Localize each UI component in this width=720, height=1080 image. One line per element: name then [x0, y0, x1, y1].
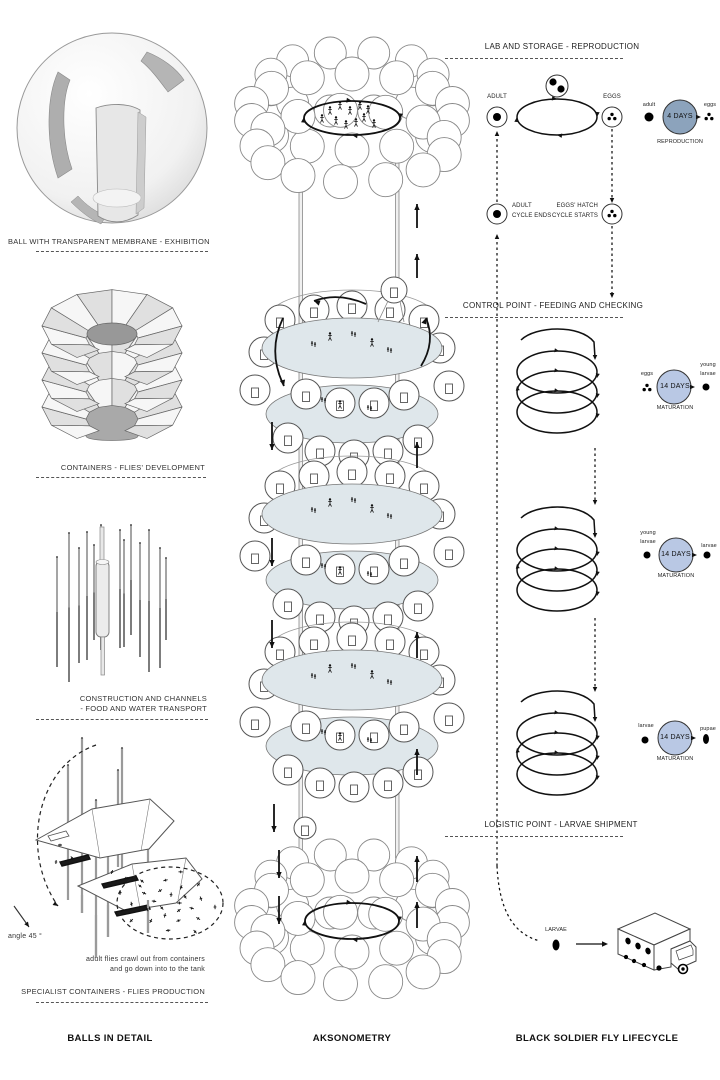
- mating-flies-icon: [546, 75, 568, 97]
- dot-icon: [549, 78, 556, 85]
- container-ball-icon: [337, 623, 367, 653]
- container-ball-icon: [294, 817, 316, 839]
- adult-cycle-ends-node: [487, 204, 507, 224]
- spiral-containers-render: [42, 290, 182, 441]
- cycle-end-label-1: ADULT: [512, 203, 532, 209]
- reproduction-duration: 4 DAYS: [667, 113, 693, 120]
- wheel-icon: [642, 963, 646, 967]
- dot-icon: [645, 384, 648, 387]
- central-cylinder: [96, 561, 109, 637]
- dashed-separator: [36, 477, 206, 478]
- section-label-specialist: SPECIALIST CONTAINERS - FLIES PRODUCTION: [21, 987, 205, 996]
- container-ball-icon: [403, 757, 433, 787]
- torus-ball: [290, 931, 324, 965]
- torus-ball: [251, 146, 285, 180]
- bottom-torus: [235, 839, 470, 1001]
- fly-mark: [176, 908, 181, 913]
- eggs-hatch-node: [602, 204, 622, 224]
- container-ball-icon: [240, 541, 270, 571]
- dot-icon: [608, 117, 611, 120]
- larvae-oval-icon: [553, 940, 560, 951]
- helix-section: [240, 290, 464, 802]
- balls-in-detail-drawings: [14, 33, 223, 958]
- adult-dot-icon: [645, 113, 654, 122]
- column-title-aksonometry: AKSONOMETRY: [312, 1033, 392, 1044]
- torus-ball: [369, 163, 403, 197]
- adult-dot-icon: [493, 210, 501, 218]
- header-lab-storage: LAB AND STORAGE - REPRODUCTION: [484, 42, 640, 51]
- dashed-separator: [36, 251, 208, 252]
- header-logistic-point: LOGISTIC POINT - LARVAE SHIPMENT: [484, 820, 638, 829]
- container-ball-icon: [337, 457, 367, 487]
- section-label-construction-1: CONSTRUCTION AND CHANNELS: [79, 694, 207, 703]
- cycle-ellipse: [517, 99, 597, 135]
- dot-icon: [648, 388, 651, 391]
- torus-ball: [281, 99, 315, 133]
- torus-ball: [406, 955, 440, 989]
- dot-icon: [613, 117, 616, 120]
- cycle-start-label-1: EGGS' HATCH: [556, 203, 598, 209]
- larvae-dot-icon: [642, 737, 649, 744]
- spiral-loop: [517, 753, 597, 795]
- wheel-icon: [632, 959, 636, 963]
- spiral-entry: [521, 507, 595, 536]
- maturation-duration: 14 DAYS: [661, 551, 691, 558]
- container-ball-icon: [403, 425, 433, 455]
- torus-ball: [406, 153, 440, 187]
- torus-ball: [281, 159, 315, 193]
- arrowhead: [269, 560, 274, 566]
- spiral-loop: [517, 713, 597, 755]
- container-ball-icon: [434, 703, 464, 733]
- arrowhead: [414, 254, 419, 260]
- ball-tower-axonometry: [235, 37, 470, 1001]
- maturation-cycle: [515, 691, 709, 795]
- dot-icon: [710, 117, 713, 120]
- feed-slot: [60, 855, 90, 866]
- container-ball-icon: [240, 375, 270, 405]
- torus-ball: [324, 93, 358, 127]
- maturation-cycle: [515, 507, 710, 611]
- spiral-loop: [517, 529, 597, 571]
- caption-line-1: adult flies crawl out from containers: [86, 956, 205, 963]
- spiral-loop: [517, 351, 597, 393]
- arrowhead: [602, 941, 608, 946]
- pupae-oval-icon: [703, 734, 709, 744]
- fly-mark: [176, 918, 181, 922]
- wheel-icon: [624, 955, 628, 959]
- maturation-cycle: [515, 329, 709, 433]
- arrowhead: [495, 131, 500, 136]
- torus-ball: [324, 165, 358, 199]
- maturation-duration: 14 DAYS: [660, 734, 690, 741]
- summary-output-label: eggs: [703, 102, 717, 108]
- adult-node-label: ADULT: [487, 94, 507, 100]
- section-label-construction-2: - FOOD AND WATER TRANSPORT: [80, 704, 207, 713]
- arrowhead: [593, 717, 598, 722]
- column-title-balls-in-detail: BALLS IN DETAIL: [67, 1033, 153, 1044]
- fly-mark: [166, 929, 171, 932]
- dot-icon: [610, 210, 613, 213]
- spiral-entry: [521, 691, 595, 720]
- platform-cluster: [240, 456, 464, 636]
- angle-note: angle 45 °: [8, 933, 43, 940]
- torus-ball: [290, 129, 324, 163]
- eggs-cluster-icon: [705, 113, 714, 121]
- arrowhead: [593, 687, 598, 692]
- fly-mark: [55, 860, 58, 864]
- container-ball-icon: [373, 768, 403, 798]
- fly-mark: [193, 929, 198, 934]
- dot-icon: [643, 388, 646, 391]
- torus-ball: [335, 935, 369, 969]
- container-ball-icon: [291, 711, 321, 741]
- container-ball-icon: [359, 388, 389, 418]
- torus-ball: [251, 948, 285, 982]
- upper-plate: [36, 799, 174, 858]
- maturation-duration: 14 DAYS: [660, 383, 690, 390]
- eggs-node-label: EGGS: [603, 94, 621, 100]
- spiral-loop: [517, 569, 597, 611]
- dashed-curve: [497, 866, 540, 941]
- maturation-input-1: young: [640, 530, 656, 536]
- spiral-entry: [521, 329, 595, 358]
- torus-ball: [281, 901, 315, 935]
- dashed-separator: [36, 719, 208, 720]
- container-ball-icon: [337, 291, 367, 321]
- dashed-separator: [445, 317, 623, 318]
- maturation-output-1: young: [700, 362, 716, 368]
- torus-ball: [380, 129, 414, 163]
- container-ball-icon: [434, 537, 464, 567]
- maturation-output-2: larvae: [700, 371, 716, 377]
- arrowhead: [595, 112, 600, 117]
- container-ball-icon: [291, 379, 321, 409]
- spiral-loop: [517, 549, 597, 591]
- torus-ball: [380, 61, 414, 95]
- container-ball-icon: [339, 772, 369, 802]
- torus-ball: [380, 863, 414, 897]
- fly-mark: [149, 918, 154, 923]
- lifecycle-diagram: [487, 75, 714, 974]
- arrowhead: [610, 198, 615, 203]
- torus-ball: [369, 965, 403, 999]
- fly-mark: [189, 906, 194, 910]
- container-ball-icon: [389, 712, 419, 742]
- platform: [262, 650, 442, 710]
- dashed-separator: [445, 836, 623, 837]
- sphere-render: [17, 33, 207, 224]
- maturation-stage-label: MATURATION: [656, 405, 694, 411]
- top-torus: [235, 37, 470, 199]
- container-ball-icon: [434, 371, 464, 401]
- dot-icon: [610, 113, 613, 116]
- torus-ball: [290, 61, 324, 95]
- spiral-loop: [517, 371, 597, 413]
- spiral-loop: [517, 733, 597, 775]
- dot-icon: [705, 117, 708, 120]
- box-truck-icon: [618, 913, 696, 974]
- container-ball-icon: [389, 546, 419, 576]
- spiral-loop: [517, 391, 597, 433]
- fly-mark: [213, 905, 216, 910]
- dot-icon: [608, 214, 611, 217]
- maturation-output-1: pupae: [700, 726, 716, 732]
- torus-ball: [335, 133, 369, 167]
- adult-node: [487, 107, 507, 127]
- cycle-end-label-2: CYCLE ENDS: [512, 213, 552, 219]
- caption-line-2: and go down into to the tank: [110, 966, 205, 973]
- larvae-shipment: [553, 913, 697, 974]
- larvae-dot-icon: [703, 384, 710, 391]
- fly-mark: [199, 896, 203, 901]
- arrowhead: [610, 293, 615, 298]
- eggs-node: [602, 107, 622, 127]
- torus-ball: [281, 961, 315, 995]
- container-ball-icon: [273, 755, 303, 785]
- maturation-input-2: larvae: [640, 539, 656, 545]
- torus-ball: [324, 967, 358, 1001]
- dashed-separator: [36, 1002, 208, 1003]
- section-label-containers: CONTAINERS - FLIES' DEVELOPMENT: [60, 463, 205, 472]
- eggs-cluster-icon: [643, 384, 652, 392]
- header-control-point: CONTROL POINT - FEEDING AND CHECKING: [462, 301, 644, 310]
- arrowhead: [593, 355, 598, 360]
- dot-icon: [681, 967, 684, 970]
- torus-ball: [290, 863, 324, 897]
- column-title-lifecycle: BLACK SOLDIER FLY LIFECYCLE: [515, 1033, 679, 1044]
- reproduction-stage-label: REPRODUCTION: [657, 139, 703, 145]
- platform-cluster: [240, 290, 464, 470]
- fly-mark: [163, 913, 167, 918]
- arrowhead: [414, 204, 419, 210]
- larvae-dot-icon: [704, 552, 711, 559]
- maturation-stage-label: MATURATION: [657, 573, 695, 579]
- arrowhead: [495, 234, 500, 239]
- specialist-containers-drawing: [14, 737, 223, 958]
- platform-cluster: [240, 622, 464, 802]
- fly-mark: [129, 918, 134, 923]
- section-label-ball-membrane: BALL WITH TRANSPARENT MEMBRANE - EXHIBITION: [8, 237, 210, 246]
- torus-ball: [335, 57, 369, 91]
- wheel-icon: [656, 965, 661, 970]
- fly-mark: [196, 916, 201, 921]
- rods-render: [56, 524, 167, 682]
- platform: [262, 318, 442, 378]
- torus-ball: [335, 859, 369, 893]
- fly-mark: [159, 905, 164, 910]
- container-ball-icon: [291, 545, 321, 575]
- torus-ball: [324, 895, 358, 929]
- platform: [262, 484, 442, 544]
- arrowhead: [271, 826, 276, 832]
- container-ball-icon: [389, 380, 419, 410]
- maturation-output-1: larvae: [701, 543, 717, 549]
- dot-icon: [557, 85, 564, 92]
- dashed-separator: [445, 58, 623, 59]
- maturation-stage-label: MATURATION: [656, 756, 694, 762]
- arrowhead: [593, 500, 598, 505]
- cycle-start-label-2: CYCLE STARTS: [552, 213, 598, 219]
- adult-dot-icon: [493, 113, 501, 121]
- arrowhead: [593, 533, 598, 538]
- container-ball-icon: [359, 720, 389, 750]
- container-ball-icon: [240, 707, 270, 737]
- maturation-input: larvae: [638, 723, 654, 729]
- container-ball-icon: [273, 423, 303, 453]
- larvae-shipment-label: LARVAE: [545, 927, 567, 933]
- fly-mark: [177, 902, 181, 905]
- container-ball-icon: [305, 768, 335, 798]
- larvae-dot-icon: [644, 552, 651, 559]
- container-ball-icon: [359, 554, 389, 584]
- arrowhead: [53, 901, 60, 908]
- container-ball-icon: [403, 591, 433, 621]
- container-ball-icon: [381, 277, 407, 303]
- torus-ball: [380, 931, 414, 965]
- arrowhead: [269, 444, 274, 450]
- arrowhead: [514, 117, 519, 122]
- summary-input-label: adult: [642, 102, 656, 108]
- maturation-input: eggs: [640, 371, 654, 377]
- container-ball-icon: [273, 589, 303, 619]
- dot-icon: [613, 214, 616, 217]
- dot-icon: [707, 113, 710, 116]
